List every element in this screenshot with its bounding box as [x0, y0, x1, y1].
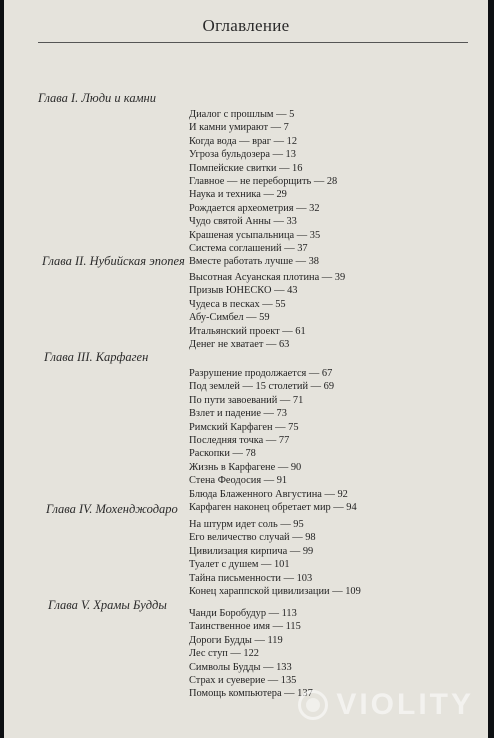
page-heading: Оглавление — [202, 16, 290, 35]
toc-entry: И камни умирают — 7 — [189, 122, 289, 134]
toc-entry: Страх и суеверие — 135 — [189, 675, 297, 687]
toc-entry: Карфаген наконец обретает мир — 94 — [189, 502, 357, 514]
chapter-title-5: Глава V. Храмы Будды — [48, 598, 167, 612]
toc-entry: Наука и техника — 29 — [189, 189, 287, 201]
toc-entry: По пути завоеваний — 71 — [189, 394, 304, 406]
toc-entry: Диалог с прошлым — 5 — [189, 109, 295, 120]
chapter-title-2: Глава II. Нубийская эпопея — [42, 254, 185, 268]
toc-entry: Раскопки — 78 — [189, 448, 256, 460]
toc-entry: Денег не хватает — 63 — [189, 339, 290, 351]
toc-entry: Помощь компьютера — 137 — [189, 688, 313, 700]
toc-entry: Символы Будды — 133 — [189, 661, 292, 673]
toc-entry: Римский Карфаген — 75 — [189, 421, 299, 433]
toc-entry: Крашеная усыпальница — 35 — [189, 229, 321, 241]
chapter-entries-1 — [189, 108, 337, 269]
violity-logo-icon — [298, 690, 328, 720]
toc-entry: Разрушение продолжается — 67 — [189, 368, 333, 379]
toc-entry: Тайна письменности — 103 — [189, 572, 313, 584]
toc-entry: Стена Феодосия — 91 — [189, 475, 288, 487]
toc-entry: Чанди Боробудур — 113 — [189, 608, 297, 619]
chapter-entries-4 — [189, 518, 361, 598]
chapter-title-4: Глава IV. Мохенджодаро — [46, 502, 178, 516]
toc-entry: Жизнь в Карфагене — 90 — [189, 461, 302, 473]
heading-rule — [38, 42, 468, 43]
toc-entry: Вместе работать лучше — 38 — [189, 256, 319, 268]
toc-entry: Главное — не переборщить — 28 — [189, 176, 338, 188]
toc-entry: Конец хараппской цивилизации — 109 — [189, 586, 361, 598]
watermark-text: VIOLITY — [336, 688, 474, 721]
toc-entry: Последняя точка — 77 — [189, 435, 290, 447]
toc-entry: Цивилизация кирпича — 99 — [189, 545, 314, 557]
chapter-entries-3 — [189, 367, 357, 514]
toc-entry: Его величество случай — 98 — [189, 532, 316, 544]
book-page — [4, 0, 488, 738]
toc-entry: Помпейские свитки — 16 — [189, 162, 303, 174]
toc-entry: Угроза бульдозера — 13 — [189, 149, 296, 161]
chapter-title-3: Глава III. Карфаген — [44, 350, 149, 364]
toc-entry: Взлет и падение — 73 — [189, 408, 287, 420]
toc-entry: Под землей — 15 столетий — 69 — [189, 381, 335, 393]
toc-entry: Чудеса в песках — 55 — [189, 298, 286, 310]
toc-entry: Таинственное имя — 115 — [189, 621, 301, 633]
toc-entry: На штурм идет соль — 95 — [189, 519, 304, 530]
toc-entry: Высотная Асуанская плотина — 39 — [189, 272, 346, 283]
toc-entry: Когда вода — враг — 12 — [189, 135, 298, 147]
toc-entry: Дороги Будды — 119 — [189, 634, 283, 646]
violity-watermark — [298, 688, 474, 722]
toc-entry: Чудо святой Анны — 33 — [189, 216, 297, 228]
toc-entry: Лес ступ — 122 — [189, 648, 259, 660]
chapter-title-1: Глава I. Люди и камни — [38, 91, 156, 105]
toc-entry: Рождается археометрия — 32 — [189, 202, 320, 214]
toc-entry: Абу-Симбел — 59 — [189, 312, 270, 324]
chapter-entries-5 — [189, 607, 313, 701]
toc-entry: Система соглашений — 37 — [189, 243, 308, 255]
chapter-entries-2 — [189, 271, 345, 351]
toc-entry: Итальянский проект — 61 — [189, 325, 306, 337]
toc-entry: Блюда Блаженного Августина — 92 — [189, 488, 348, 500]
toc-entry: Туалет с душем — 101 — [189, 559, 290, 571]
toc-entry: Призыв ЮНЕСКО — 43 — [189, 285, 298, 297]
